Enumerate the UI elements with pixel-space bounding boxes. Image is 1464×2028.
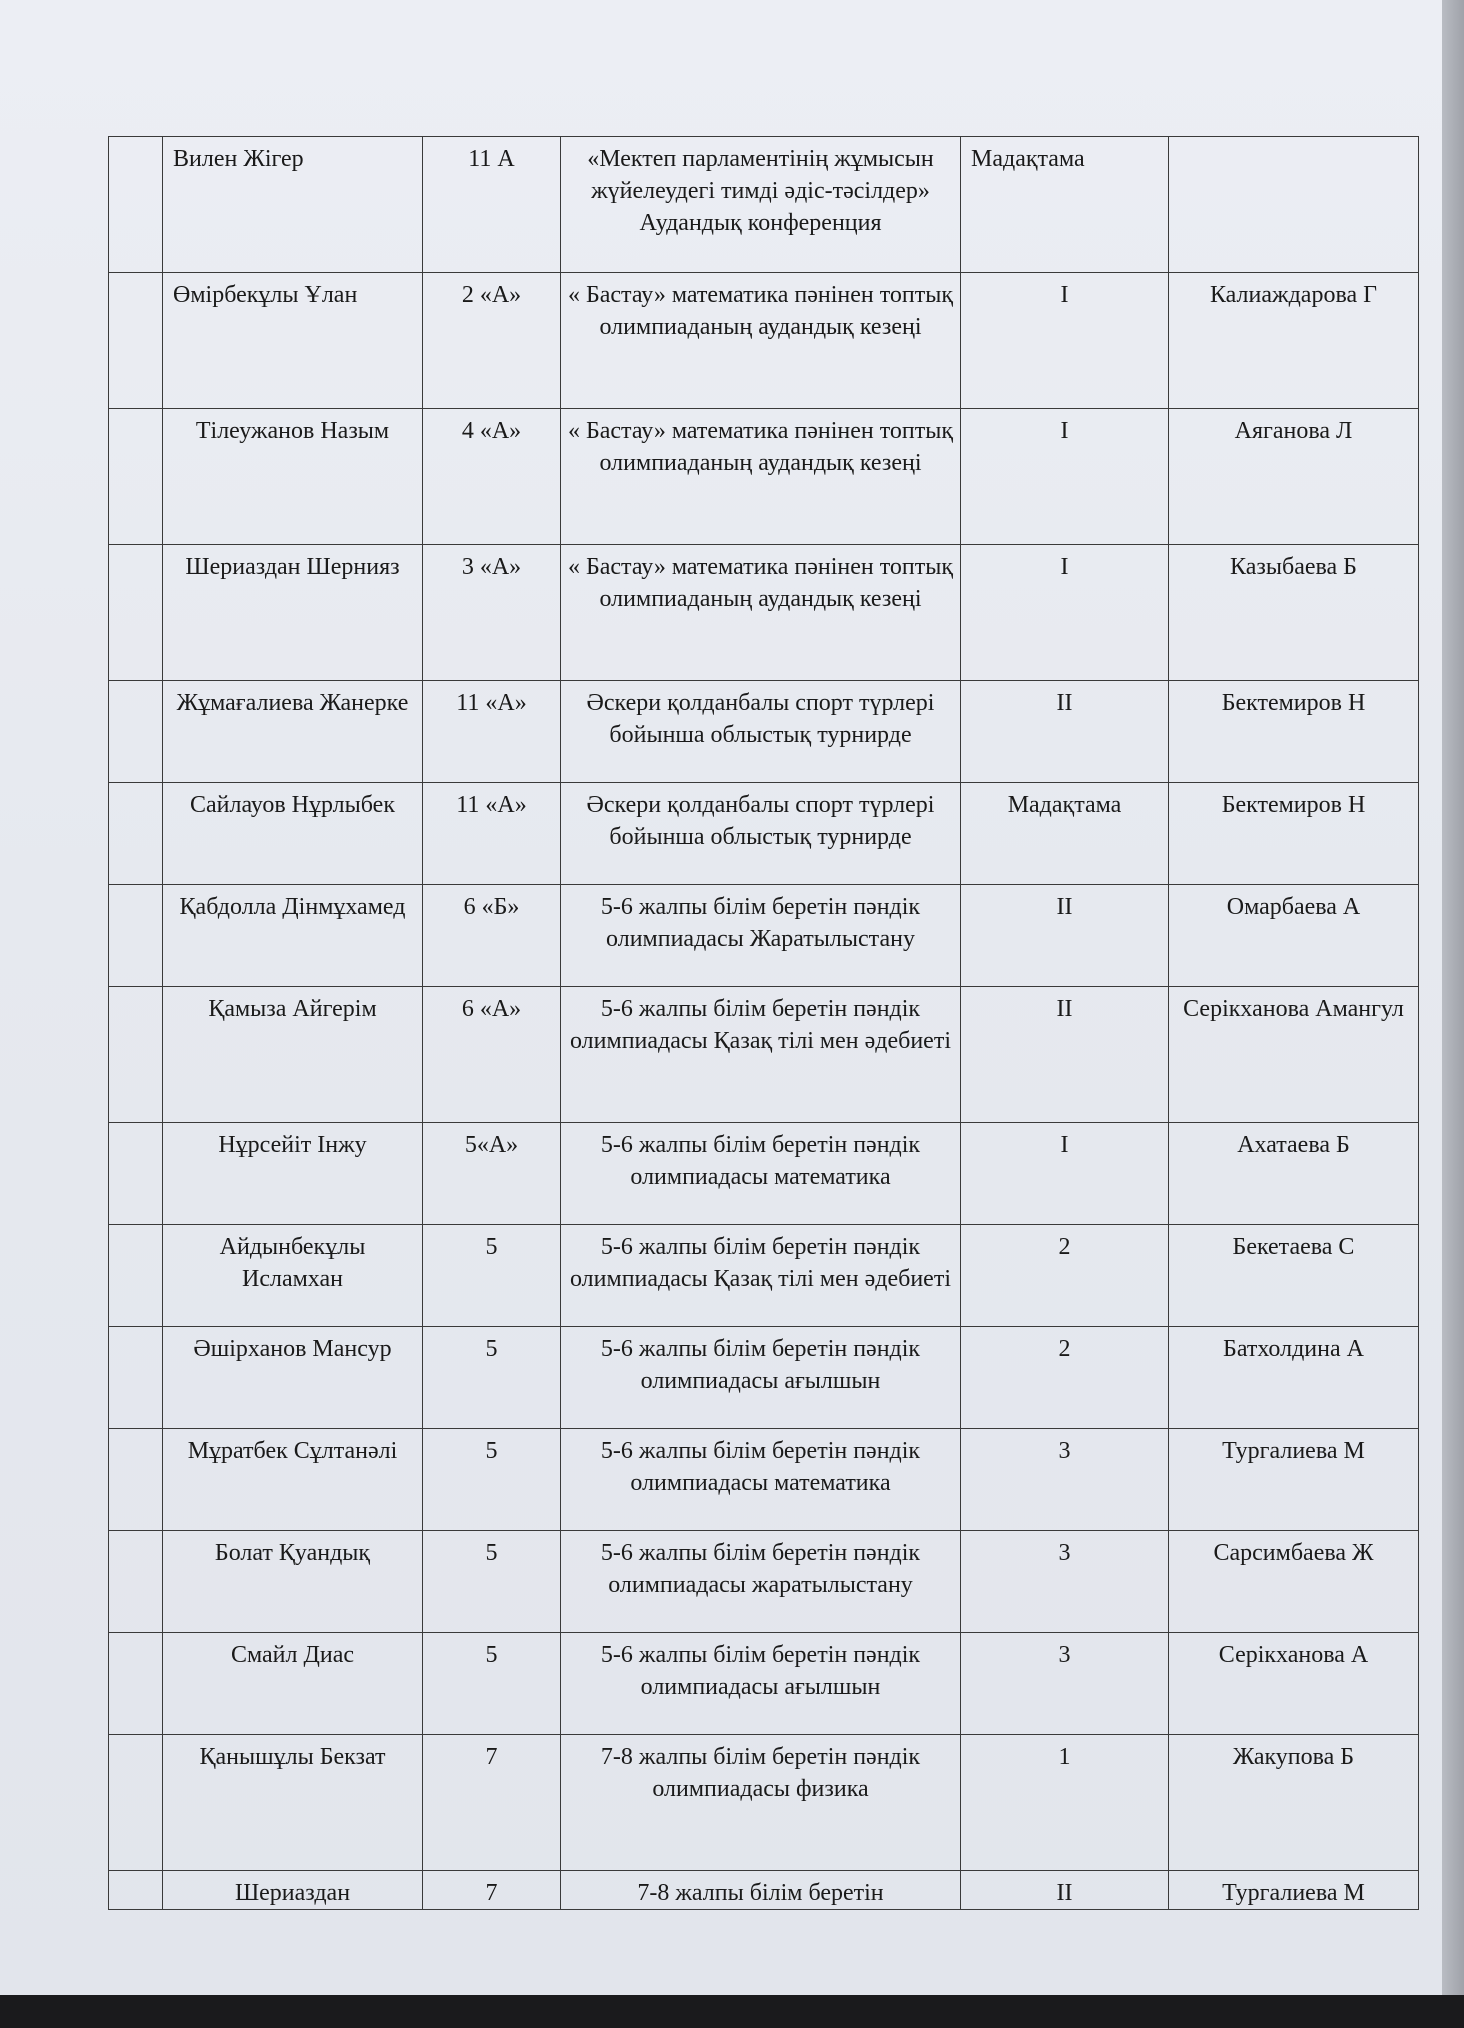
place-cell: I [961,409,1169,545]
table-row [109,137,1419,273]
event-cell: « Бастау» математика пәнінен топтық олимпиаданың аудандық кезеңі [561,409,961,545]
page-edge-shadow [1442,0,1464,1995]
row-number-cell [109,987,163,1123]
student-name-cell: Өмірбекұлы Ұлан [163,273,423,409]
teacher-cell: Жакупова Б [1169,1735,1419,1871]
teacher-cell: Серікханова Амангул [1169,987,1419,1123]
row-number-cell [109,1225,163,1327]
place-cell: 1 [961,1735,1169,1871]
event-cell: « Бастау» математика пәнінен топтық олимпиаданың аудандық кезеңі [561,273,961,409]
place-cell: II [961,681,1169,783]
event-cell: 5-6 жалпы білім беретін пәндік олимпиадасы Жаратылыстану [561,885,961,987]
place-cell: 2 [961,1327,1169,1429]
student-name-cell: Нұрсейіт Інжу [163,1123,423,1225]
student-name-cell: Шериаздан [163,1871,423,1910]
class-cell: 11 «А» [423,681,561,783]
row-number-cell [109,1633,163,1735]
row-number-cell [109,1327,163,1429]
place-cell: II [961,987,1169,1123]
table-row [109,1225,1419,1327]
class-cell: 11 «А» [423,783,561,885]
row-number-cell [109,1123,163,1225]
teacher-cell: Бекетаева С [1169,1225,1419,1327]
teacher-cell: Калиаждарова Г [1169,273,1419,409]
table-row [109,1123,1419,1225]
student-name-cell: Мұратбек Сұлтанәлі [163,1429,423,1531]
class-cell: 5 [423,1225,561,1327]
place-cell: 2 [961,1225,1169,1327]
event-cell: 5-6 жалпы білім беретін пәндік олимпиадасы ағылшын [561,1327,961,1429]
table-row [109,987,1419,1123]
place-cell: 3 [961,1429,1169,1531]
class-cell: 6 «А» [423,987,561,1123]
teacher-cell: Сарсимбаева Ж [1169,1531,1419,1633]
student-name-cell: Тілеужанов Назым [163,409,423,545]
student-name-cell: Шериаздан Шернияз [163,545,423,681]
student-name-cell: Жұмағалиева Жанерке [163,681,423,783]
row-number-cell [109,783,163,885]
awards-table [108,136,1419,1910]
student-name-cell: Вилен Жігер [163,137,423,273]
class-cell: 5 [423,1633,561,1735]
table-row [109,1531,1419,1633]
event-cell: 5-6 жалпы білім беретін пәндік олимпиадасы жаратылыстану [561,1531,961,1633]
event-cell: 5-6 жалпы білім беретін пәндік олимпиадасы Қазақ тілі мен әдебиеті [561,1225,961,1327]
teacher-cell: Аяганова Л [1169,409,1419,545]
student-name-cell: Смайл Диас [163,1633,423,1735]
table-row [109,783,1419,885]
class-cell: 3 «А» [423,545,561,681]
teacher-cell: Казыбаева Б [1169,545,1419,681]
table-row [109,885,1419,987]
student-name-cell: Қамыза Айгерім [163,987,423,1123]
row-number-cell [109,885,163,987]
event-cell: « Бастау» математика пәнінен топтық олимпиаданың аудандық кезеңі [561,545,961,681]
teacher-cell: Тургалиева М [1169,1871,1419,1910]
event-cell: 5-6 жалпы білім беретін пәндік олимпиадасы Қазақ тілі мен әдебиеті [561,987,961,1123]
class-cell: 2 «А» [423,273,561,409]
row-number-cell [109,1871,163,1910]
row-number-cell [109,1735,163,1871]
table-row [109,1429,1419,1531]
row-number-cell [109,273,163,409]
background-surface [0,1995,1464,2028]
class-cell: 7 [423,1735,561,1871]
row-number-cell [109,137,163,273]
table-row [109,1327,1419,1429]
student-name-cell: Айдынбекұлы Исламхан [163,1225,423,1327]
class-cell: 6 «Б» [423,885,561,987]
event-cell: 7-8 жалпы білім беретін пәндік олимпиадасы физика [561,1735,961,1871]
student-name-cell: Қанышұлы Бекзат [163,1735,423,1871]
event-cell: 5-6 жалпы білім беретін пәндік олимпиадасы математика [561,1429,961,1531]
row-number-cell [109,1531,163,1633]
place-cell: I [961,545,1169,681]
class-cell: 4 «А» [423,409,561,545]
teacher-cell: Омарбаева А [1169,885,1419,987]
table-row [109,1735,1419,1871]
place-cell: II [961,885,1169,987]
table-row [109,545,1419,681]
event-cell: Әскери қолданбалы спорт түрлері бойынша облыстық турнирде [561,681,961,783]
table-row [109,1871,1419,1910]
student-name-cell: Сайлауов Нұрлыбек [163,783,423,885]
row-number-cell [109,1429,163,1531]
row-number-cell [109,545,163,681]
teacher-cell: Серікханова А [1169,1633,1419,1735]
teacher-cell: Ахатаева Б [1169,1123,1419,1225]
event-cell: 5-6 жалпы білім беретін пәндік олимпиадасы математика [561,1123,961,1225]
place-cell: Мадақтама [961,783,1169,885]
event-cell: 5-6 жалпы білім беретін пәндік олимпиадасы ағылшын [561,1633,961,1735]
teacher-cell: Бектемиров Н [1169,681,1419,783]
row-number-cell [109,409,163,545]
student-name-cell: Қабдолла Дінмұхамед [163,885,423,987]
teacher-cell [1169,137,1419,273]
class-cell: 11 А [423,137,561,273]
teacher-cell: Бектемиров Н [1169,783,1419,885]
class-cell: 5«А» [423,1123,561,1225]
awards-table-body [109,137,1419,1910]
student-name-cell: Болат Қуандық [163,1531,423,1633]
event-cell: 7-8 жалпы білім беретін [561,1871,961,1910]
class-cell: 5 [423,1429,561,1531]
table-row [109,273,1419,409]
event-cell: Әскери қолданбалы спорт түрлері бойынша облыстық турнирде [561,783,961,885]
place-cell: 3 [961,1531,1169,1633]
class-cell: 5 [423,1531,561,1633]
place-cell: I [961,1123,1169,1225]
row-number-cell [109,681,163,783]
event-cell: «Мектеп парламентінің жұмысын жүйелеудегі тимді әдіс-тәсілдер» Аудандық конференция [561,137,961,273]
table-row [109,681,1419,783]
student-name-cell: Әшірханов Мансур [163,1327,423,1429]
table-row [109,409,1419,545]
class-cell: 7 [423,1871,561,1910]
place-cell: II [961,1871,1169,1910]
place-cell: I [961,273,1169,409]
place-cell: 3 [961,1633,1169,1735]
teacher-cell: Батхолдина А [1169,1327,1419,1429]
class-cell: 5 [423,1327,561,1429]
place-cell: Мадақтама [961,137,1169,273]
teacher-cell: Тургалиева М [1169,1429,1419,1531]
table-row [109,1633,1419,1735]
